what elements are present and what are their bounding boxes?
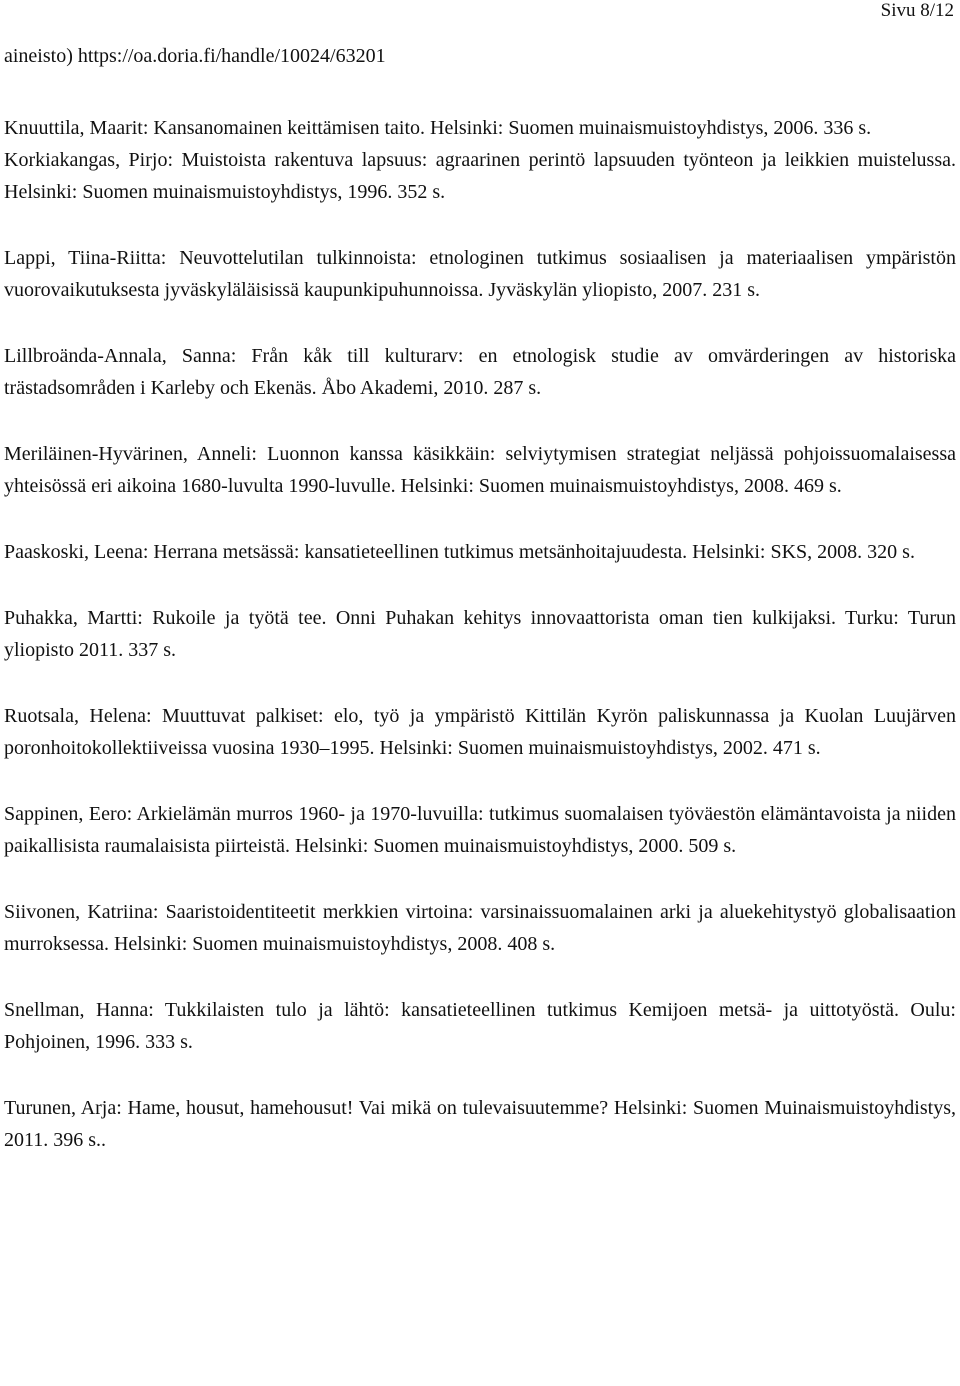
bibliography-entry: Ruotsala, Helena: Muuttuvat palkiset: elo, työ ja ympäristö Kittilän Kyrön paliskunnassa ja Kuolan Luujärven poronhoitokollektiiveissa vuosina 1930–1995. Helsinki: Suomen muinaismuistoyhdistys, 2002. 471 s. — [4, 705, 956, 759]
bibliography-entry: Sappinen, Eero: Arkielämän murros 1960- ja 1970-luvuilla: tutkimus suomalaisen työväestön elämäntavoista ja niiden paikallisista raumalaisista piirteistä. Helsinki: Suomen muinaismuistoyhdistys, 2000. 509 s. — [4, 803, 956, 857]
bibliography-entry: Paaskoski, Leena: Herrana metsässä: kansatieteellinen tutkimus metsänhoitajuudesta. Helsinki: SKS, 2008. 320 s. — [4, 541, 915, 563]
bibliography-entry: Korkiakangas, Pirjo: Muistoista rakentuva lapsuus: agraarinen perintö lapsuuden työnteon ja leikkien muistelussa. Helsinki: Suomen muinaismuistoyhdistys, 1996. 352 s. — [4, 149, 956, 203]
bibliography-entry: Knuuttila, Maarit: Kansanomainen keittämisen taito. Helsinki: Suomen muinaismuistoyhdistys, 2006. 336 s. — [4, 117, 872, 139]
bibliography-entry: aineisto) https://oa.doria.fi/handle/10024/63201 — [4, 45, 386, 67]
bibliography-entry: Lillbroända-Annala, Sanna: Från kåk till kulturarv: en etnologisk studie av omvärderingen av historiska trästadsområden i Karleby och Ekenäs. Åbo Akademi, 2010. 287 s. — [4, 345, 956, 399]
bibliography-entry: Lappi, Tiina-Riitta: Neuvottelutilan tulkinnoista: etnologinen tutkimus sosiaalisen ja materiaalisen ympäristön vuorovaikutuksesta jyväskyläläisissä kaupunkipuhunnoissa. Jyväskylän yliopisto, 2007. 231 s. — [4, 247, 956, 301]
bibliography-entry: Puhakka, Martti: Rukoile ja työtä tee. Onni Puhakan kehitys innovaattorista oman tien kulkijaksi. Turku: Turun yliopisto 2011. 337 s. — [4, 607, 956, 661]
bibliography-list — [4, 40, 956, 1156]
bibliography-entry: Siivonen, Katriina: Saaristoidentiteetit merkkien virtoina: varsinaissuomalainen arki ja aluekehitystyö globalisaation murroksessa. Helsinki: Suomen muinaismuistoyhdistys, 2008. 408 s. — [4, 901, 956, 955]
bibliography-entry: Turunen, Arja: Hame, housut, hamehousut! Vai mikä on tulevaisuutemme? Helsinki: Suomen Muinaismuistoyhdistys, 2011. 396 s.. — [4, 1097, 956, 1151]
bibliography-entry: Meriläinen-Hyvärinen, Anneli: Luonnon kanssa käsikkäin: selviytymisen strategiat neljässä pohjoissuomalaisessa yhteisössä eri aikoina 1680-luvulta 1990-luvulle. Helsinki: Suomen muinaismuistoyhdistys, 2008. 469 s. — [4, 443, 956, 497]
bibliography-entry: Snellman, Hanna: Tukkilaisten tulo ja lähtö: kansatieteellinen tutkimus Kemijoen metsä- ja uittotyöstä. Oulu: Pohjoinen, 1996. 333 s. — [4, 999, 956, 1053]
page-number: Sivu 8/12 — [880, 0, 954, 21]
